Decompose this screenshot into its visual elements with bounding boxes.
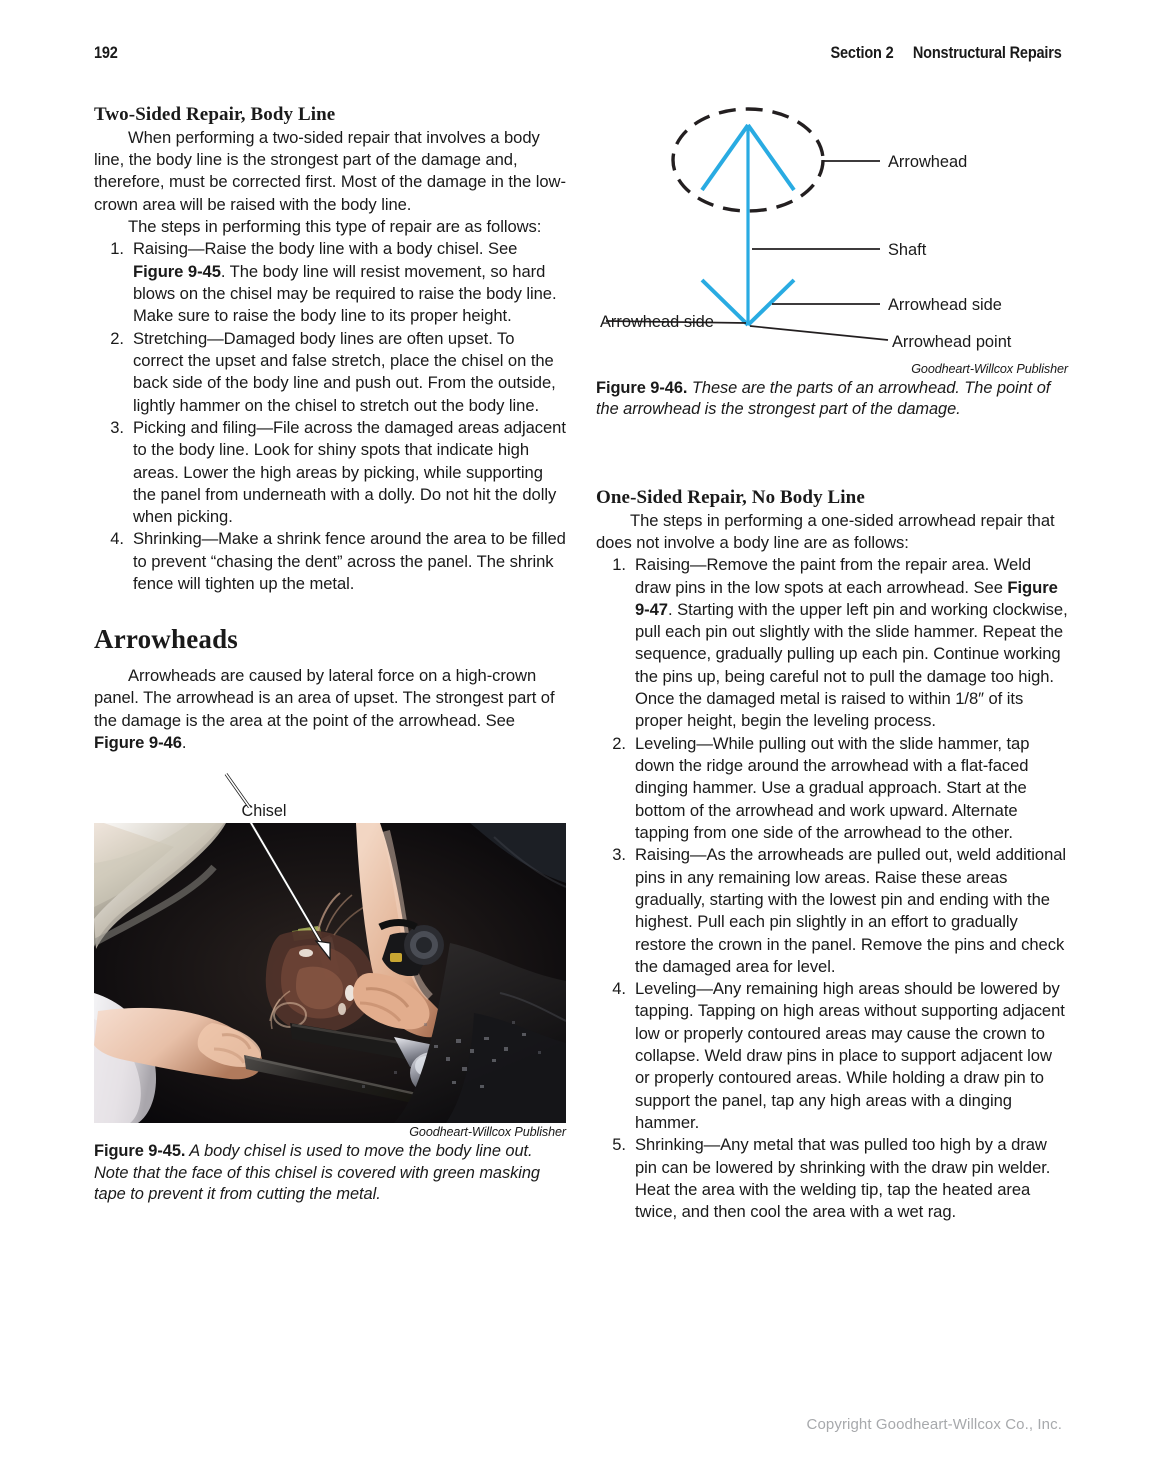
list-item-number: 1.	[110, 239, 124, 259]
list-item	[596, 733, 1068, 845]
figure-caption	[596, 378, 1068, 421]
section-number: Section 2	[830, 44, 894, 62]
list-item-number: 2.	[612, 733, 626, 753]
list-item	[94, 528, 566, 595]
paragraph-arrowheads	[94, 665, 566, 754]
footer-copyright: Copyright Goodheart-Willcox Co., Inc.	[806, 1416, 1062, 1433]
list-item-text-before: Picking and filing—File across the damaged areas adjacent to the body line. Look for shiny spots that indicate high areas. Lower the high areas by picking, while supporting the panel from underneath with a dolly. Do not hit the dolly when picking.	[133, 417, 566, 527]
section-title: Nonstructural Repairs	[913, 44, 1062, 62]
photo-body-chisel	[94, 823, 566, 1123]
figure-9-45	[94, 802, 566, 1205]
list-item-number: 5.	[612, 1135, 626, 1155]
figure-number: Figure 9-46.	[596, 379, 688, 398]
list-item-text-before: Shrinking—Make a shrink fence around the area to be filled to prevent “chasing the dent” across the panel. The shrink fence will tighten up the metal.	[133, 529, 566, 594]
paragraph-two-sided-intro-2: The steps in performing this type of repair are as follows:	[128, 217, 542, 237]
running-head	[94, 44, 1062, 70]
figure-reference: Figure 9-45	[133, 261, 221, 281]
list-item	[596, 1134, 1068, 1223]
list-item-text-before: Raising—Raise the body line with a body chisel. See	[133, 239, 518, 259]
steps-list-two-sided	[94, 238, 566, 595]
paragraph-two-sided-intro-1: When performing a two-sided repair that involves a body line, the body line is the strongest part of the damage and, therefore, must be corrected first. Most of the damage in the low-crown area will be raised with the body line.	[94, 127, 566, 214]
list-item-number: 2.	[110, 328, 124, 348]
list-item-number: 4.	[612, 979, 626, 999]
figure-credit: Goodheart-Willcox Publisher	[409, 1125, 566, 1140]
list-item-text-after: . The body line will resist movement, so hard blows on the chisel may be required to raise the body line. Make sure to raise the body line to its proper height.	[133, 261, 557, 326]
leader-line-arrowhead-point	[750, 326, 888, 340]
arrow-upper-left-arm	[702, 125, 748, 190]
list-item	[596, 844, 1068, 978]
subheading-one-sided-repair: One-Sided Repair, No Body Line	[596, 486, 865, 508]
list-item-text-before: Leveling—While pulling out with the slide hammer, tap down the ridge around the arrowhead with a flat-faced dinging hammer. Use a gradual approach. Start at the bottom of the arrowhead and work upward. Alternate tapping from one side of the arrowhead to the other.	[635, 733, 1030, 842]
running-head-right	[831, 44, 1062, 63]
list-item-text-before: Stretching—Damaged body lines are often upset. To correct the upset and false stretch, place the chisel on the back side of the body line and push out. From the outside, lightly hammer on the chisel to stretch out the body line.	[133, 328, 556, 415]
list-item	[94, 238, 566, 327]
list-item-text-before: Raising—As the arrowheads are pulled out, weld additional pins in any remaining low areas. Raise these areas gradually, starting with the lowest pin and ending with the highest. Pull each pin slightly in an effort to gradually restore the crown in the panel. Remove the pins and check the damaged area for level.	[635, 845, 1067, 976]
arrowhead-diagram	[596, 100, 1068, 372]
section-heading-arrowheads: Arrowheads	[94, 624, 239, 655]
list-item-text-before: Leveling—Any remaining high areas should be lowered by tapping. Tapping on high areas without supporting adjacent low or properly contoured areas may cause the crown to collapse. Weld draw pins in place to support adjacent low or properly contoured areas. While holding a draw pin to support the panel, tap any high areas with a dinging hammer.	[635, 979, 1065, 1133]
list-item-number: 3.	[612, 845, 626, 865]
list-item-text-before: Shrinking—Any metal that was pulled too high by a draw pin can be lowered by shrinking with the draw pin welder. Heat the area with the welding tip, tap the heated area twice, and then cool the area with a wet rag.	[635, 1135, 1051, 1222]
list-item-number: 4.	[110, 529, 124, 549]
label-arrowhead: Arrowhead	[888, 153, 968, 171]
paragraph-one-sided-intro: The steps in performing a one-sided arrowhead repair that does not involve a body line are as follows:	[596, 510, 1055, 552]
label-arrowhead-side-right: Arrowhead side	[888, 296, 1002, 314]
figure-credit: Goodheart-Willcox Publisher	[911, 362, 1068, 376]
list-item	[94, 417, 566, 529]
list-item	[596, 978, 1068, 1134]
list-item	[596, 554, 1068, 733]
label-arrowhead-side-left: Arrowhead side	[600, 313, 714, 331]
right-column	[596, 104, 1068, 1224]
label-shaft: Shaft	[888, 241, 927, 259]
arrowhead-diagram-svg	[596, 100, 1068, 372]
figure-reference: Figure 9-46	[94, 733, 182, 753]
photo-illustration	[94, 823, 566, 1123]
photo-wrap	[94, 802, 566, 1123]
subheading-two-sided-repair: Two-Sided Repair, Body Line	[94, 104, 336, 125]
paragraph-arrowheads-before: Arrowheads are caused by lateral force on a high-crown panel. The arrowhead is an area of upset. The strongest part of the damage is the area at the point of the arrowhead. See	[94, 666, 555, 730]
photo-callout-label: Chisel	[241, 802, 287, 821]
figure-caption-text: A body chisel is used to move the body line out. Note that the face of this chisel is covered with green masking tape to prevent it from cutting the metal.	[94, 1142, 541, 1204]
list-item-text-before: Raising—Remove the paint from the repair area. Weld draw pins in the low spots at each arrowhead. See	[635, 555, 1031, 597]
figure-9-46	[596, 100, 1068, 421]
figure-caption-text: These are the parts of an arrowhead. The point of the arrowhead is the strongest part of the damage.	[596, 379, 1051, 419]
arrow-upper-right-arm	[748, 125, 794, 190]
list-item-number: 3.	[110, 417, 124, 437]
page-number: 192	[94, 44, 118, 62]
arrow-lower-right-arm	[748, 280, 794, 325]
figure-reference: Figure 9-47	[635, 577, 1058, 619]
figure-caption	[94, 1141, 566, 1205]
figure-number: Figure 9-45.	[94, 1142, 186, 1161]
list-item-text-after: . Starting with the upper left pin and working clockwise, pull each pin out slightly with the slide hammer. Repeat the sequence, gradually pulling up each pin. Continue working the pins up, being careful not to pull the damage too high. Once the damaged metal is raised to within 1/8″ of its proper height, begin the leveling process.	[635, 599, 1068, 731]
list-item	[94, 328, 566, 417]
list-item-number: 1.	[612, 555, 626, 575]
label-arrowhead-point: Arrowhead point	[892, 333, 1012, 351]
steps-list-one-sided	[596, 554, 1068, 1223]
paragraph-arrowheads-after: .	[181, 733, 187, 753]
left-column	[94, 104, 566, 1205]
